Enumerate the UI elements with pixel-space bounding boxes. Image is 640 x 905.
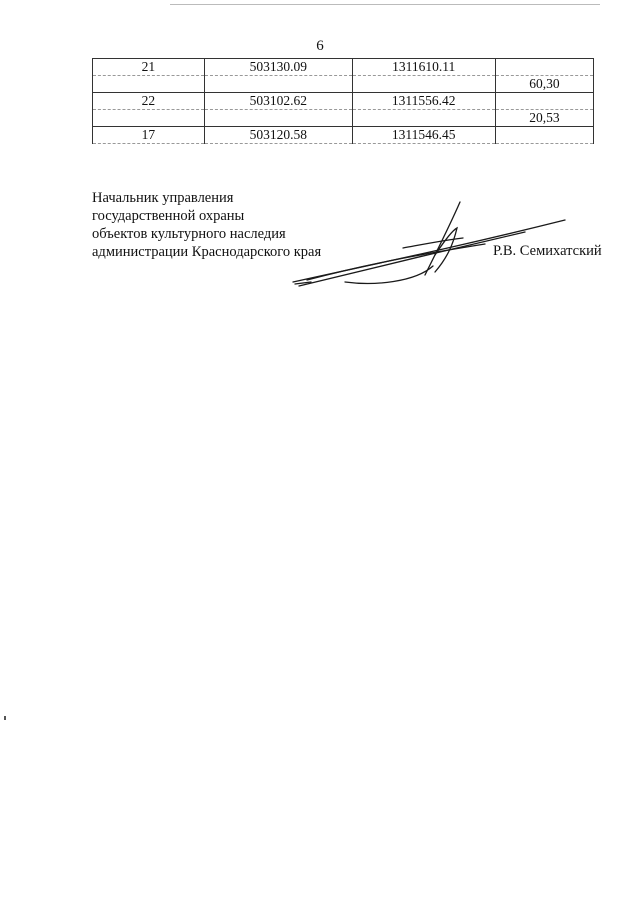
signatory-title-line: объектов культурного наследия [92,226,286,242]
x-coordinate-cell: 503102.62 [204,93,352,110]
y-coordinate-cell: 1311546.45 [352,127,495,144]
x-coordinate-cell: 503120.58 [204,127,352,144]
distance-cell: 20,53 [495,110,593,127]
signatory-name: Р.В. Семихатский [493,243,602,259]
point-number-cell [93,76,205,93]
signatory-title-line: Начальник управления [92,190,234,206]
y-coordinate-cell: 1311610.11 [352,59,495,76]
table-row [93,110,594,127]
y-coordinate-cell [352,110,495,127]
x-coordinate-cell [204,76,352,93]
x-coordinate-cell: 503130.09 [204,59,352,76]
x-coordinate-cell [204,110,352,127]
distance-cell [495,127,593,144]
point-number-cell: 17 [93,127,205,144]
page-number: 6 [316,38,324,54]
page-top-rule [170,4,600,5]
coordinates-table [92,58,594,144]
point-number-cell: 22 [93,93,205,110]
table-row [93,59,594,76]
table-row [93,127,594,144]
distance-cell: 60,30 [495,76,593,93]
point-number-cell: 21 [93,59,205,76]
y-coordinate-cell [352,76,495,93]
point-number-cell [93,110,205,127]
scan-speck [4,716,6,720]
table-row [93,93,594,110]
y-coordinate-cell: 1311556.42 [352,93,495,110]
distance-cell [495,59,593,76]
signatory-title-line: администрации Краснодарского края [92,244,322,260]
signatory-title-line: государственной охраны [92,208,245,224]
table-row [93,76,594,93]
distance-cell [495,93,593,110]
